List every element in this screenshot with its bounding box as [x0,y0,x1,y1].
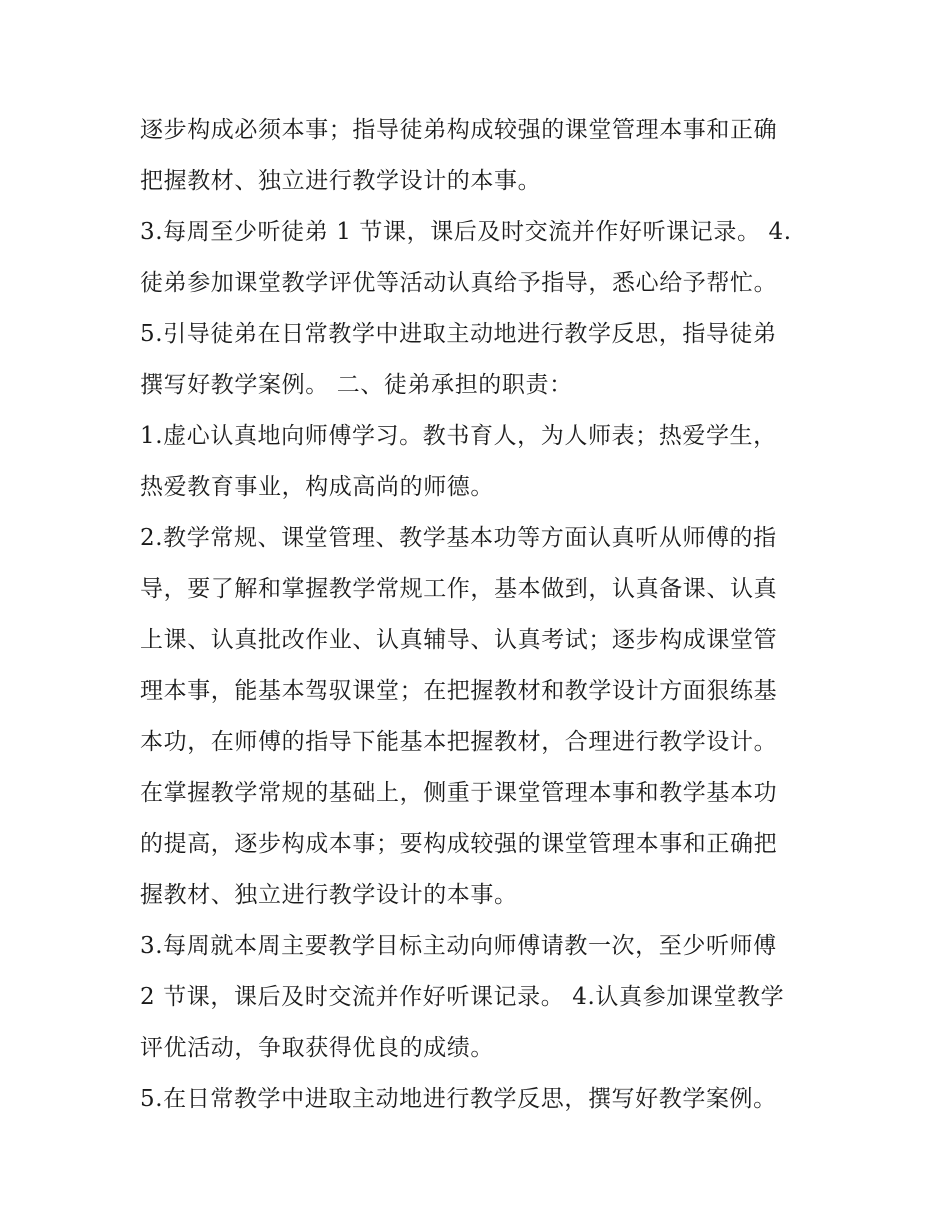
text-line: 热爱教育事业，构成高尚的师德。 [140,474,494,500]
text-line: 评优活动，争取获得优良的成绩。 [140,1035,494,1061]
text-line: 上课、认真批改作业、认真辅导、认真考试；逐步构成课堂管 [140,627,778,653]
text-line: 徒弟参加课堂教学评优等活动认真给予指导，悉心给予帮忙。 [140,270,778,296]
text-line: 2 节课，课后及时交流并作好听课记录。 4.认真参加课堂教学 [140,984,785,1010]
text-line: 5.引导徒弟在日常教学中进取主动地进行教学反思，指导徒弟 [140,321,777,347]
document-body [140,105,820,1125]
text-line: 的提高，逐步构成本事；要构成较强的课堂管理本事和正确把 [140,831,778,857]
text-line: 1.虚心认真地向师傅学习。教书育人，为人师表；热爱学生， [140,423,777,449]
text-line: 3.每周至少听徒弟 1 节课，课后及时交流并作好听课记录。 4. [140,219,792,245]
text-line: 理本事，能基本驾驭课堂；在把握教材和教学设计方面狠练基 [140,678,778,704]
text-line: 5.在日常教学中进取主动地进行教学反思，撰写好教学案例。 [140,1086,777,1112]
text-line: 本功，在师傅的指导下能基本把握教材，合理进行教学设计。 [140,729,778,755]
text-line: 撰写好教学案例。 二、徒弟承担的职责： [140,372,573,398]
text-line: 逐步构成必须本事；指导徒弟构成较强的课堂管理本事和正确 [140,117,778,143]
text-line: 3.每周就本周主要教学目标主动向师傅请教一次，至少听师傅 [140,933,777,959]
text-line: 握教材、独立进行教学设计的本事。 [140,882,518,908]
text-line: 2.教学常规、课堂管理、教学基本功等方面认真听从师傅的指 [140,525,777,551]
text-line: 导，要了解和掌握教学常规工作，基本做到，认真备课、认真 [140,576,778,602]
text-line: 在掌握教学常规的基础上，侧重于课堂管理本事和教学基本功 [140,780,778,806]
text-line: 把握教材、独立进行教学设计的本事。 [140,168,542,194]
